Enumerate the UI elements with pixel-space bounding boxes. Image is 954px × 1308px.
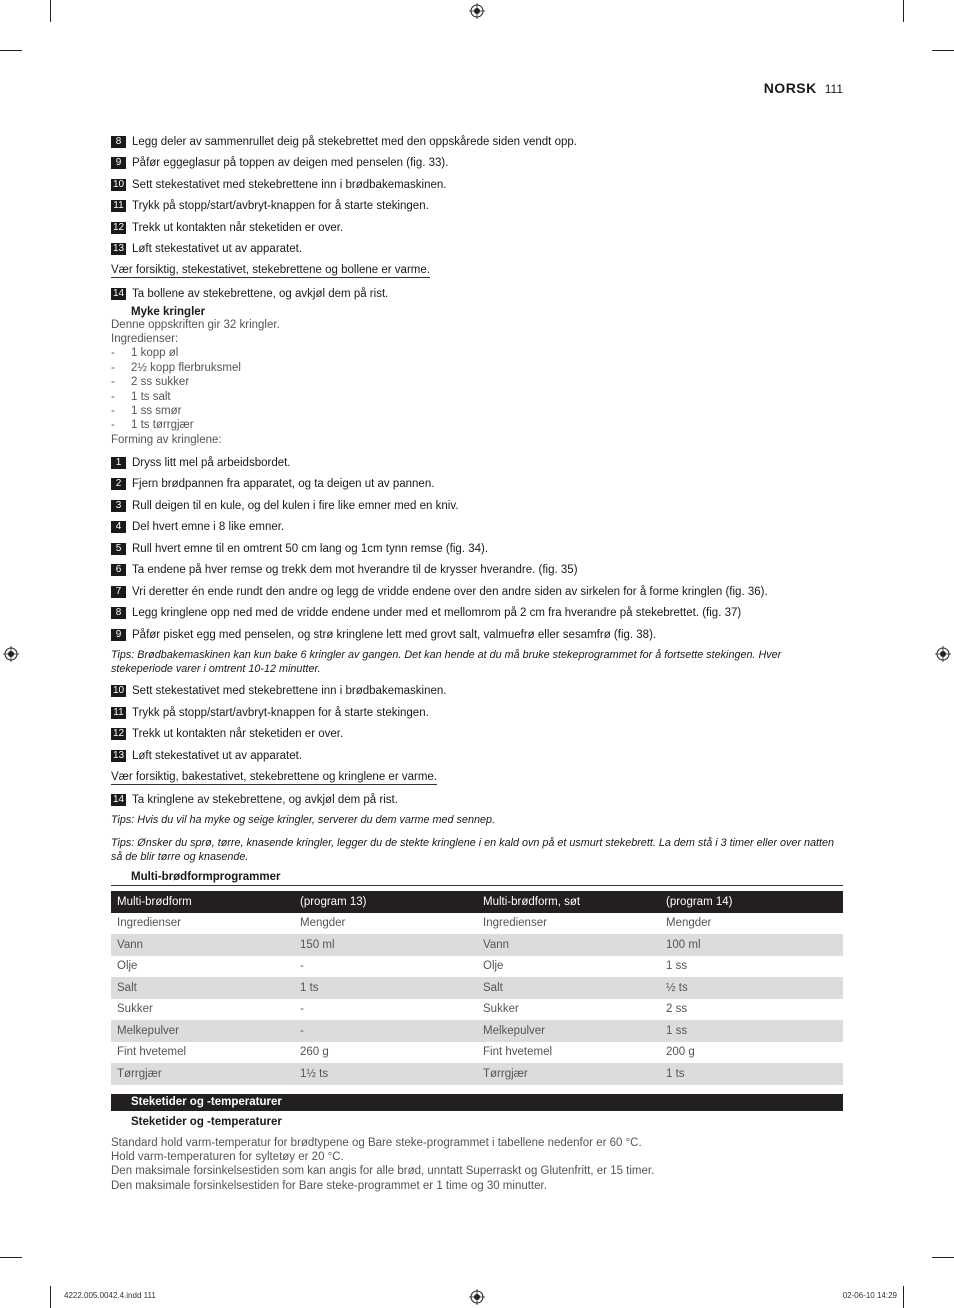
crop-mark [0,50,22,51]
step-text: Rull hvert emne til en omtrent 50 cm lang og 1cm tynn remse (fig. 34). [132,542,489,555]
step-number: 4 [111,521,126,533]
table-cell: - [294,1020,477,1042]
table-cell: 150 ml [294,934,477,956]
page-header [764,80,843,96]
step-text: Ta bollene av stekebrettene, og avkjøl dem på rist. [132,287,389,300]
table-header-row [111,891,843,913]
table-cell: Vann [111,934,294,956]
registration-mark-icon [3,646,19,662]
step-item [111,217,843,239]
step-number: 10 [112,685,125,697]
tip-text: Tips: Brødbakemaskinen kan kun bake 6 kringler av gangen. Det kan hende at du må bruke stekeprogrammet for å fortsette stekingen. Hver stekeperiode varer i omtrent 10-12 minutter. [111,648,782,676]
step-text: Sett stekestativet med stekebrettene inn i brødbakemaskinen. [132,685,447,698]
step-text: Ta endene på hver remse og trekk dem mot hverandre til de krysser hverandre. (fig. 35) [132,564,578,577]
ingredient-item: - 1 ts salt [111,390,171,403]
table-cell: Olje [117,960,138,973]
table-cell: Sukker [117,1003,153,1016]
table-row [111,934,843,956]
table-cell: - [300,1003,304,1016]
step-text: Sett stekestativet med stekebrettene inn i brødbakemaskinen. [132,178,447,191]
step-item [111,196,843,218]
step-item [111,724,843,746]
warning-text: Vær forsiktig, stekestativet, stekebrettene og bollene er varme. [111,264,430,276]
table-cell: 200 g [666,1046,695,1059]
table-cell: Melkepulver [111,1020,294,1042]
step-text: Fjern brødpannen fra apparatet, og ta deigen ut av pannen. [132,478,435,491]
warning-text: Vær forsiktig, bakestativet, stekebrettene og kringlene er varme. [111,770,437,783]
ingredient-text: 2½ kopp flerbruksmel [131,361,241,374]
table-cell: 1½ ts [294,1063,477,1085]
step-item [111,474,843,496]
step-item [111,538,843,560]
crop-mark [932,50,954,51]
info-line: Hold varm-temperaturen for syltetøy er 20 °C. [111,1151,344,1164]
step-item [111,581,843,603]
table-row [111,956,843,978]
table-row [111,1063,843,1085]
step-item [111,452,843,474]
table-cell: Tørrgjær [477,1063,660,1085]
step-item [111,131,843,153]
table-cell: Salt [477,977,660,999]
table-cell: Ingredienser [117,917,181,930]
page-content [111,131,843,1193]
step-text: Påfør eggeglasur på toppen av deigen med penselen (fig. 33). [132,157,449,170]
registration-mark-icon [469,3,485,19]
step-number: 14 [112,287,125,299]
table-wrapper [111,885,843,1085]
step-item [111,702,843,724]
step-number: 10 [112,178,125,190]
multi-bread-table [111,891,843,1085]
step-number: 14 [112,794,125,806]
step-item [111,517,843,539]
table-cell: 1 ss [660,1020,843,1042]
table-row [111,913,843,935]
table-cell: Melkepulver [477,1020,660,1042]
table-cell: Tørrgjær [111,1063,294,1085]
step-text: Løft stekestativet ut av apparatet. [132,749,303,762]
table-row [111,1042,843,1064]
ingredient-text: 1 kopp øl [131,347,179,360]
step-number: 9 [111,157,126,169]
step-number: 13 [112,243,125,255]
tip-text: Tips: Ønsker du sprø, tørre, knasende kringler, legger du de stekte kringlene i en kald ovn på et usmurt stekebrett. La dem stå i 3 timer eller over natten så de blir tørre og knasende. [111,836,835,864]
step-number: 9 [111,629,126,641]
step-number: 12 [112,221,125,233]
table-cell: Salt [111,977,294,999]
section-bar: Steketider og -temperaturer [111,1094,843,1111]
step-item [111,681,843,703]
section-title: Multi-brødformprogrammer [131,870,281,883]
table-cell: 1 ts [294,977,477,999]
step-item [111,603,843,625]
table-header-cell: (program 14) [660,891,843,913]
step-number: 6 [111,564,126,576]
step-text: Løft stekestativet ut av apparatet. [132,243,303,256]
step-text: Trekk ut kontakten når steketiden er over. [132,728,344,741]
step-text: Påfør pisket egg med penselen, og strø kringlene lett med grovt salt, valmuefrø eller sesamfrø (fig. 38). [132,628,657,641]
forming-label: Forming av kringlene: [111,433,222,446]
step-number: 8 [111,607,126,619]
step-number: 8 [111,136,126,148]
crop-mark [932,1257,954,1258]
table-header-cell: Multi-brødform, søt [477,891,660,913]
step-text: Dryss litt mel på arbeidsbordet. [132,456,291,469]
table-row [111,977,843,999]
registration-mark-icon [935,646,951,662]
step-item [111,239,843,261]
table-cell: Sukker [483,1003,519,1016]
info-line: Standard hold varm-temperatur for brødtypene og Bare steke-programmet i tabellene nedenfor er 60 °C. [111,1136,642,1149]
step-text: Trekk ut kontakten når steketiden er over. [132,221,344,234]
table-cell: 100 ml [660,934,843,956]
ingredient-text: 2 ss sukker [131,376,190,389]
table-cell: Fint hvetemel [117,1046,187,1059]
step-number: 7 [111,586,126,598]
step-number: 2 [111,478,126,490]
step-text: Del hvert emne i 8 like emner. [132,521,285,534]
step-item [111,153,843,175]
ingredients-label: Ingredienser: [111,332,179,345]
ingredient-text: 1 ts tørrgjær [131,419,194,432]
table-cell: 260 g [300,1046,329,1059]
step-item [111,283,843,305]
ingredient-item: - 2½ kopp flerbruksmel [111,361,241,374]
table-cell: - [300,960,304,973]
recipe-intro: Denne oppskriften gir 32 kringler. [111,318,280,331]
step-text: Ta kringlene av stekebrettene, og avkjøl dem på rist. [132,794,398,807]
step-number: 11 [111,707,126,719]
step-number: 11 [111,200,126,212]
ingredient-item: - 2 ss sukker [111,376,190,389]
table-header-cell: (program 13) [294,891,477,913]
table-row [111,999,843,1021]
table-cell: Fint hvetemel [483,1046,553,1059]
section-title: Steketider og -temperaturer [131,1115,282,1128]
step-text: Trykk på stopp/start/avbryt-knappen for å starte stekingen. [132,706,429,719]
info-line: Den maksimale forsinkelsestiden for Bare steke-programmet er 1 time og 30 minutter. [111,1179,547,1192]
step-item [111,560,843,582]
ingredient-item: - 1 ss smør [111,404,182,417]
table-cell: 1 ts [660,1063,843,1085]
table-header-cell: Multi-brødform [111,891,294,913]
crop-mark [903,0,904,22]
table-cell: 2 ss [666,1003,688,1016]
info-line: Den maksimale forsinkelsestiden som kan angis for alle brød, unntatt Superraskt og Glutenfritt, er 15 timer. [111,1165,655,1178]
ingredient-text: 1 ts salt [131,390,171,403]
ingredient-text: 1 ss smør [131,404,182,417]
crop-mark [50,1286,51,1308]
language-label: NORSK [763,80,817,96]
step-number: 12 [112,728,125,740]
page-number: 111 [824,82,843,96]
ingredient-item: - 1 ts tørrgjær [111,419,194,432]
step-text: Rull deigen til en kule, og del kulen i fire like emner med en kniv. [132,499,459,512]
table-cell: Olje [483,960,504,973]
step-number: 1 [111,457,126,469]
crop-mark [903,1286,904,1308]
step-item [111,174,843,196]
step-text: Legg deler av sammenrullet deig på stekebrettet med den oppskårede siden vendt opp. [132,135,577,148]
step-item [111,745,843,767]
crop-mark [0,1257,22,1258]
table-cell: ½ ts [660,977,843,999]
step-number: 13 [112,749,125,761]
table-row [111,1020,843,1042]
table-cell: Mengder [300,917,346,930]
step-text: Legg kringlene opp ned med de vridde endene under med et mellomrom på 2 cm fra hverandre på stekebrettet. (fig. 37) [132,607,742,620]
table-cell: Vann [477,934,660,956]
step-text: Trykk på stopp/start/avbryt-knappen for å starte stekingen. [132,200,429,213]
section-title: Myke kringler [131,305,206,318]
registration-mark-icon [469,1289,485,1305]
table-cell: Ingredienser [483,917,547,930]
crop-mark [50,0,51,22]
step-text: Vri deretter én ende rundt den andre og legg de vridde endene over den andre siden av sirkelen for å forme kringlen (fig. 36). [132,585,768,598]
step-item [111,624,843,646]
step-number: 3 [111,500,126,512]
tip-text: Tips: Hvis du vil ha myke og seige kringler, serverer du dem varme med sennep. [111,814,495,827]
step-item [111,790,843,812]
ingredient-item: - 1 kopp øl [111,347,179,360]
step-number: 5 [111,543,126,555]
step-item [111,495,843,517]
table-cell: 1 ss [666,960,688,973]
table-cell: Mengder [666,917,712,930]
footer-date: 02-06-10 14:29 [842,1291,897,1300]
footer-file: 4222.005.0042.4.indd 111 [64,1291,156,1300]
